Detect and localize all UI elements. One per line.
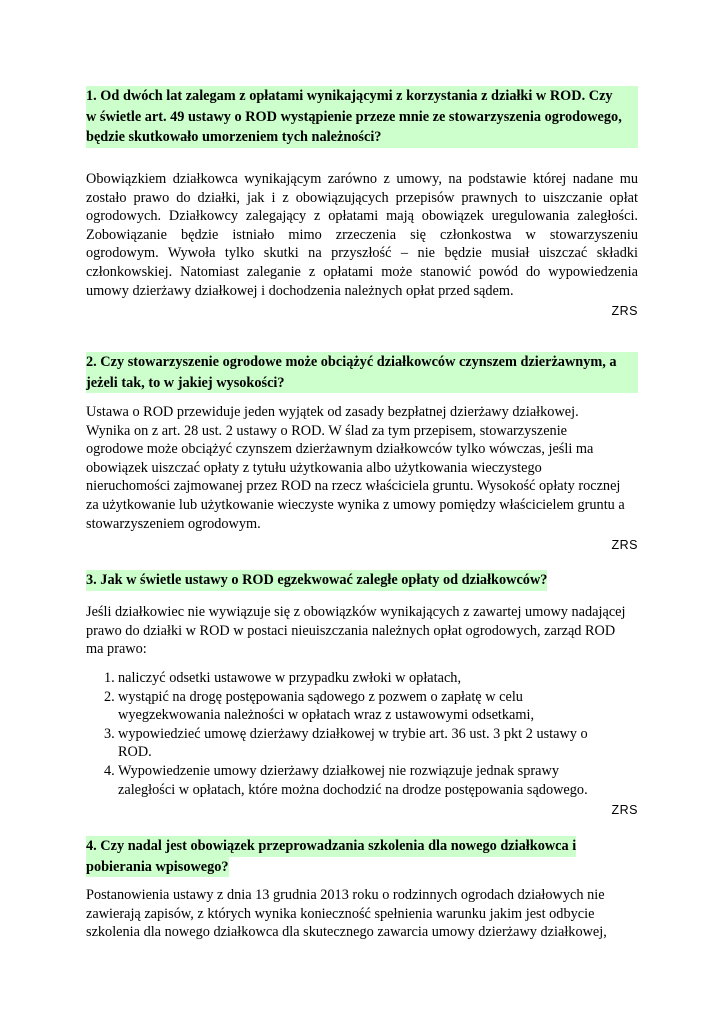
list-line: zaległości w opłatach, które można dochodzić na drodze postępowania sądowego.: [118, 781, 588, 798]
answer-line: nieruchomości zajmowanej przez ROD na rzecz właściciela gruntu. Wysokość opłaty rocznej: [86, 478, 621, 495]
list-number: 2.: [104, 688, 115, 705]
question-line: 1. Od dwóch lat zalegam z opłatami wynikającymi z korzystania z działki w ROD. Czy: [86, 86, 638, 107]
question-line: w świetle art. 49 ustawy o ROD wystąpienie przeze mnie ze stowarzyszenia ogrodowego,: [86, 107, 638, 128]
answer-3: [86, 603, 638, 659]
answer-line: Jeśli działkowiec nie wywiązuje się z obowiązków wynikających z zawartej umowy nadającej: [86, 604, 626, 620]
question-1: [86, 86, 638, 148]
answer-line: członkowskiej. Natomiast zaleganie z opłatami może stanowić powód do wypowiedzenia: [86, 263, 638, 280]
question-2: [86, 352, 638, 393]
signature: ZRS: [611, 304, 638, 318]
list-item: [86, 762, 638, 799]
question-4: [86, 836, 638, 877]
question-line: będzie skutkowało umorzeniem tych należności?: [86, 127, 638, 148]
answer-line: prawo do działki w ROD w postaci nieuiszczania należnych opłat ogrodowych, zarząd ROD: [86, 622, 616, 639]
signature: ZRS: [611, 803, 638, 817]
answer-line: ogrodowe może obciążyć czynszem dzierżawnym działkowców tylko wówczas, jeśli ma: [86, 441, 594, 458]
list-line: wypowiedzieć umowę dzierżawy działkowej w trybie art. 36 ust. 3 pkt 2 ustawy o: [118, 725, 588, 742]
answer-1: [86, 170, 638, 300]
answer-line: szkolenia dla nowego działkowca dla skutecznego zawarcia umowy dzierżawy działkowej,: [86, 924, 607, 941]
answer-line: Wynika on z art. 28 ust. 2 ustawy o ROD. W ślad za tym przepisem, stowarzyszenie: [86, 422, 568, 439]
list-number: 4.: [104, 762, 115, 779]
answer-line: Postanowienia ustawy z dnia 13 grudnia 2013 roku o rodzinnych ogrodach działowych nie: [86, 887, 605, 903]
answer-line: Zobowiązanie będzie istniało mimo zrzeczenia się członkostwa w stowarzyszeniu: [86, 226, 638, 243]
answer-4: [86, 886, 638, 942]
list-line: wyegzekwowania należności w opłatach wraz z ustawowymi odsetkami,: [118, 707, 535, 724]
answer-line: ogrodowych. Działkowcy zalegający z opłatami mają obowiązek uregulowania zaległości.: [86, 208, 638, 225]
question-line: 2. Czy stowarzyszenie ogrodowe może obciążyć działkowców czynszem dzierżawnym, a: [86, 352, 638, 373]
answer-line: umowy dzierżawy działkowej i dochodzenia należnych opłat przed sądem.: [86, 282, 514, 299]
answer-2: [86, 403, 638, 533]
answer-line: obowiązek uiszczać opłaty z tytułu użytkowania albo użytkowania wieczystego: [86, 459, 542, 476]
list-item: [86, 688, 638, 725]
overdue-actions-list: [86, 669, 638, 799]
list-line: Wypowiedzenie umowy dzierżawy działkowej nie rozwiązuje jednak sprawy: [118, 762, 559, 779]
answer-line: ogrodowym. Wywoła tylko skutki na przyszłość – nie będzie musiał uiszczać składki: [86, 245, 638, 262]
answer-line: stowarzyszeniem ogrodowym.: [86, 515, 261, 532]
question-line: pobierania wpisowego?: [86, 857, 229, 878]
list-line: naliczyć odsetki ustawowe w przypadku zwłoki w opłatach,: [118, 670, 462, 686]
answer-line: Ustawa o ROD przewiduje jeden wyjątek od zasady bezpłatnej dzierżawy działkowej.: [86, 404, 579, 420]
list-item: [86, 669, 638, 688]
list-line: ROD.: [118, 744, 152, 761]
question-line: 4. Czy nadal jest obowiązek przeprowadzania szkolenia dla nowego działkowca i: [86, 836, 576, 857]
answer-line: zawierają zapisów, z których wynika konieczność spełnienia warunku jakim jest odbycie: [86, 905, 595, 922]
question-3: [86, 570, 638, 591]
list-number: 3.: [104, 725, 115, 742]
list-line: wystąpić na drogę postępowania sądowego z pozwem o zapłatę w celu: [118, 688, 523, 705]
answer-line: zostało prawo do działki, jak i z obowiązujących przepisów prawnych to uiszczanie opłat: [86, 189, 638, 206]
list-item: [86, 725, 638, 762]
answer-line: ma prawo:: [86, 641, 147, 658]
list-number: 1.: [104, 670, 115, 686]
answer-line: Obowiązkiem działkowca wynikającym zarówno z umowy, na podstawie której nadane mu: [86, 171, 638, 187]
question-line: jeżeli tak, to w jakiej wysokości?: [86, 373, 638, 394]
signature: ZRS: [611, 538, 638, 552]
question-line: 3. Jak w świetle ustawy o ROD egzekwować zaległe opłaty od działkowców?: [86, 570, 547, 591]
answer-line: za użytkowanie lub użytkowanie wieczyste wynika z umowy pomiędzy właścicielem gruntu a: [86, 496, 625, 513]
